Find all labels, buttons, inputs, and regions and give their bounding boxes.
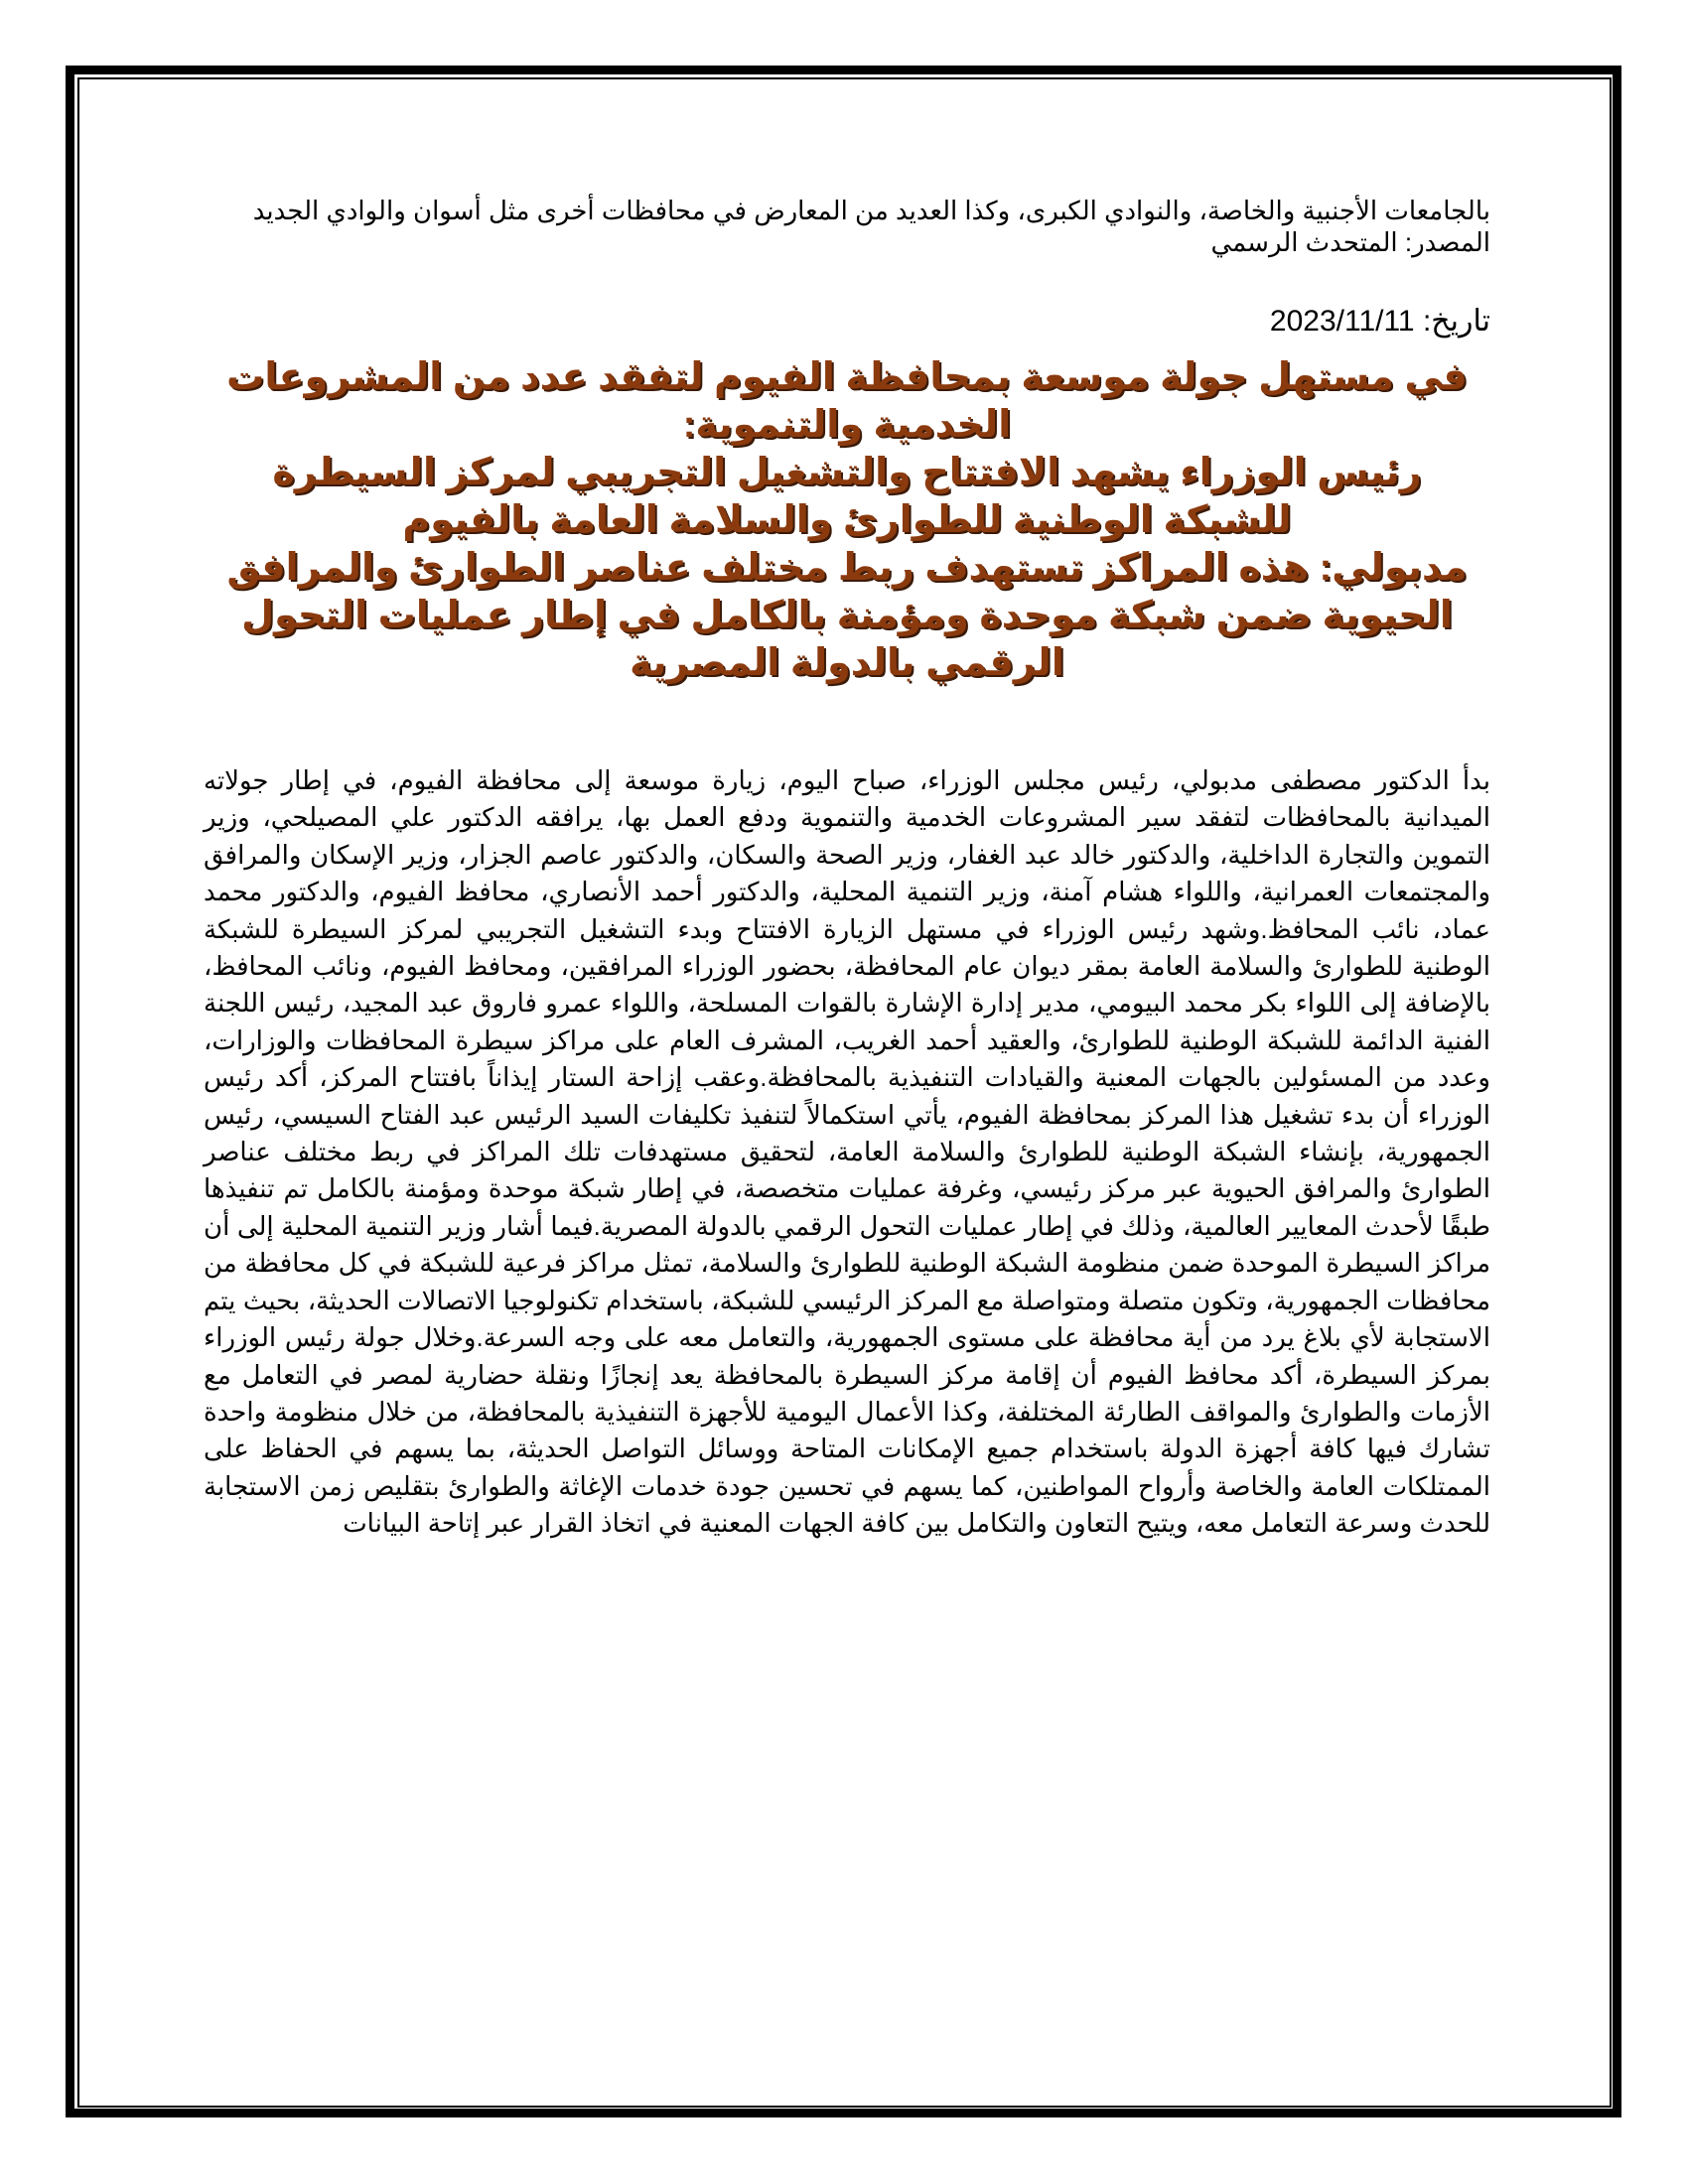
intro-continuation-text: بالجامعات الأجنبية والخاصة، والنوادي الكبرى، وكذا العديد من المعارض في محافظات أخرى مثل أسوان والوادي الجديد (252, 196, 1490, 225)
source-line: المصدر: المتحدث الرسمي (1210, 227, 1490, 257)
headline-quote: مدبولي: هذه المراكز تستهدف ربط مختلف عناصر الطوارئ والمرافق الحيوية ضمن شبكة موحدة ومؤمنة بالكامل في إطار عمليات التحول الرقمي بالدولة المصرية (226, 547, 1468, 684)
headline-main: رئيس الوزراء يشهد الافتتاح والتشغيل التجريبي لمركز السيطرة للشبكة الوطنية للطوارئ والسلامة العامة بالفيوم (272, 452, 1422, 541)
date-label: تاريخ: (1422, 305, 1490, 338)
date-line (204, 304, 1490, 340)
headline-block (204, 353, 1490, 687)
headline-kicker: في مستهل جولة موسعة بمحافظة الفيوم لتفقد عدد من المشروعات الخدمية والتنموية: (226, 356, 1468, 446)
date-value: 2023/11/11 (1269, 305, 1415, 338)
document-content (204, 195, 1490, 1569)
article-body: بدأ الدكتور مصطفى مدبولي، رئيس مجلس الوزراء، صباح اليوم، زيارة موسعة إلى محافظة الفيوم، في إطار جولاته الميدانية بالمحافظات لتفقد سير المشروعات الخدمية والتنموية ودفع العمل بها، يرافقه الدكتور علي المصيلحي، وزير التموين والتجارة الداخلية، والدكتور خالد عبد الغفار، وزير الصحة والسكان، والدكتور عاصم الجزار، وزير الإسكان والمرافق والمجتمعات العمرانية، واللواء هشام آمنة، وزير التنمية المحلية، والدكتور أحمد الأنصاري، محافظ الفيوم، والدكتور محمد عماد، نائب المحافظ.وشهد رئيس الوزراء في مستهل الزيارة الافتتاح وبدء التشغيل التجريبي لمركز السيطرة للشبكة الوطنية للطوارئ والسلامة العامة بمقر ديوان عام المحافظة، بحضور الوزراء المرافقين، ومحافظ الفيوم، ونائب المحافظ، بالإضافة إلى اللواء بكر محمد البيومي، مدير إدارة الإشارة بالقوات المسلحة، واللواء عمرو فاروق عبد المجيد، رئيس اللجنة الفنية الدائمة للشبكة الوطنية للطوارئ، والعقيد أحمد الغريب، المشرف العام على مراكز سيطرة المحافظات والوزارات، وعدد من المسئولين بالجهات المعنية والقيادات التنفيذية بالمحافظة.وعقب إزاحة الستار إيذاناً بافتتاح المركز، أكد رئيس الوزراء أن بدء تشغيل هذا المركز بمحافظة الفيوم، يأتي استكمالاً لتنفيذ تكليفات السيد الرئيس عبد الفتاح السيسي، رئيس الجمهورية، بإنشاء الشبكة الوطنية للطوارئ والسلامة العامة، لتحقيق مستهدفات تلك المراكز في ربط مختلف عناصر الطوارئ والمرافق الحيوية عبر مركز رئيسي، وغرفة عمليات متخصصة، في إطار شبكة موحدة ومؤمنة بالكامل تم تنفيذها طبقًا لأحدث المعايير العالمية، وذلك في إطار عمليات التحول الرقمي بالدولة المصرية.فيما أشار وزير التنمية المحلية إلى أن مراكز السيطرة الموحدة ضمن منظومة الشبكة الوطنية للطوارئ والسلامة، تمثل مراكز فرعية للشبكة في كل محافظة من محافظات الجمهورية، وتكون متصلة ومتواصلة مع المركز الرئيسي للشبكة، باستخدام تكنولوجيا الاتصالات الحديثة، بحيث يتم الاستجابة لأي بلاغ يرد من أية محافظة على مستوى الجمهورية، والتعامل معه على وجه السرعة.وخلال جولة رئيس الوزراء بمركز السيطرة، أكد محافظ الفيوم أن إقامة مركز السيطرة بالمحافظة يعد إنجازًا ونقلة حضارية لمصر في التعامل مع الأزمات والطوارئ والمواقف الطارئة المختلفة، وكذا الأعمال اليومية للأجهزة التنفيذية بالمحافظة، من خلال منظومة واحدة تشارك فيها كافة أجهزة الدولة باستخدام جميع الإمكانات المتاحة ووسائل التواصل الحديثة، بما يسهم في الحفاظ على الممتلكات العامة والخاصة وأرواح المواطنين، كما يسهم في تحسين جودة خدمات الإغاثة والطوارئ بتقليص زمن الاستجابة للحدث وسرعة التعامل معه، ويتيح التعاون والتكامل بين كافة الجهات المعنية في اتخاذ القرار عبر إتاحة البيانات (204, 765, 1490, 1539)
